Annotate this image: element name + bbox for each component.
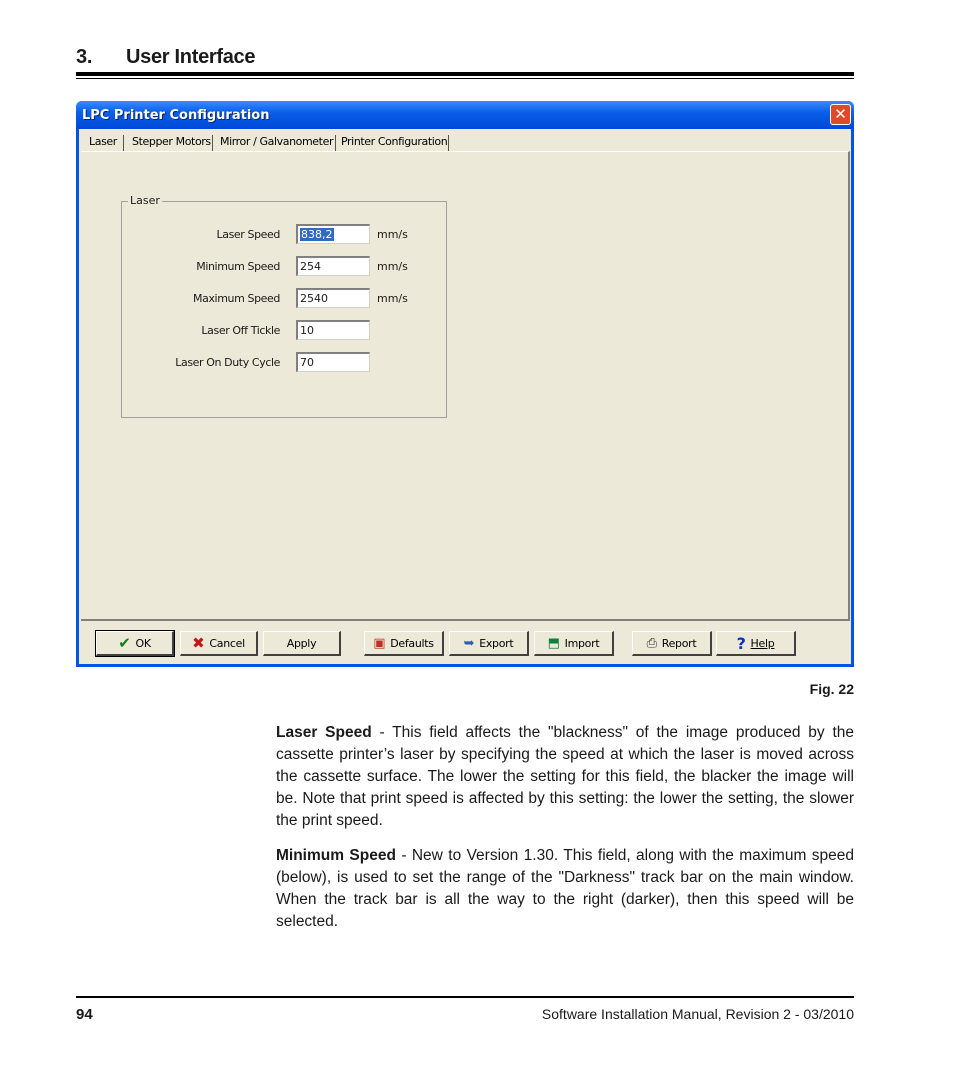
import-button-label: Import — [564, 636, 600, 650]
window-client-area — [79, 129, 851, 664]
export-icon: ➥ — [463, 635, 475, 651]
groupbox-legend: Laser — [130, 194, 160, 207]
import-button[interactable] — [534, 631, 614, 656]
close-icon: ✕ — [834, 105, 847, 123]
laser-on-duty-cycle-input[interactable] — [296, 352, 370, 372]
minimum-speed-unit: mm/s — [377, 260, 408, 273]
maximum-speed-label: Maximum Speed — [193, 292, 280, 305]
check-icon: ✔ — [118, 633, 131, 652]
report-button-label: Report — [661, 636, 697, 650]
laser-off-tickle-value: 10 — [300, 324, 314, 337]
minimum-speed-term: Minimum Speed — [276, 847, 396, 864]
laser-speed-term: Laser Speed — [276, 724, 372, 741]
apply-button[interactable] — [263, 631, 341, 656]
tab-separator — [123, 135, 124, 151]
laser-speed-paragraph — [276, 722, 854, 832]
laser-on-duty-cycle-value: 70 — [300, 356, 314, 369]
section-number: 3. — [76, 46, 93, 68]
help-button-label: Help — [750, 636, 775, 650]
header-rule-thin — [76, 78, 854, 79]
laser-off-tickle-input[interactable] — [296, 320, 370, 340]
maximum-speed-input[interactable] — [296, 288, 370, 308]
lpc-printer-configuration-window — [76, 101, 854, 667]
tab-separator — [335, 135, 336, 151]
laser-off-tickle-label: Laser Off Tickle — [201, 324, 280, 337]
tab-separator — [448, 135, 449, 151]
x-icon: ✖ — [192, 633, 205, 652]
header-rule-thick — [76, 72, 854, 76]
figure-label: Fig. 22 — [809, 681, 854, 697]
cancel-button-label: Cancel — [209, 636, 245, 650]
footer-rule — [76, 996, 854, 998]
defaults-button[interactable] — [364, 631, 444, 656]
section-title: User Interface — [126, 46, 256, 68]
tab-stepper-motors[interactable]: Stepper Motors — [132, 135, 211, 148]
tab-mirror-galvanometer[interactable]: Mirror / Galvanometer — [220, 135, 334, 148]
laser-speed-input[interactable] — [296, 224, 370, 244]
page-number: 94 — [76, 1006, 93, 1023]
report-button[interactable] — [632, 631, 712, 656]
minimum-speed-input[interactable] — [296, 256, 370, 276]
defaults-icon: ▣ — [373, 635, 386, 651]
laser-speed-unit: mm/s — [377, 228, 408, 241]
footer-text: Software Installation Manual, Revision 2 - 03/2010 — [541, 1006, 854, 1022]
laser-speed-description: - This field affects the "blackness" of the image produced by the cassette printer’s laser by specifying the speed at which the laser is moved across the cassette surface. The lower the setting for this field, the blacker the image will be. Note that print speed is affected by this setting: the lower the setting, the slower the print speed. — [276, 724, 855, 829]
window-titlebar[interactable] — [76, 101, 854, 129]
minimum-speed-paragraph — [276, 845, 854, 933]
minimum-speed-value: 254 — [300, 260, 321, 273]
question-icon: ? — [736, 633, 746, 653]
export-button[interactable] — [449, 631, 529, 656]
minimum-speed-description: - New to Version 1.30. This field, along with the maximum speed (below), is used to set the range of the "Darkness" track bar on the main window. When the track bar is all the way to the right (darker), then this speed will be selected. — [276, 847, 854, 930]
tab-separator — [212, 135, 213, 151]
printer-icon: ⎙ — [646, 635, 657, 651]
laser-tab-page — [81, 151, 850, 621]
ok-button-label: OK — [135, 636, 151, 650]
minimum-speed-label: Minimum Speed — [196, 260, 280, 273]
apply-button-label: Apply — [286, 636, 317, 650]
close-button[interactable] — [830, 104, 851, 125]
window-title: LPC Printer Configuration — [82, 108, 270, 123]
ok-button[interactable] — [96, 631, 174, 656]
maximum-speed-unit: mm/s — [377, 292, 408, 305]
maximum-speed-value: 2540 — [300, 292, 328, 305]
export-button-label: Export — [479, 636, 514, 650]
tab-printer-configuration[interactable]: Printer Configuration — [341, 135, 448, 148]
import-icon: ⬒ — [547, 635, 560, 651]
laser-speed-value: 838,2 — [301, 228, 333, 241]
laser-on-duty-cycle-label: Laser On Duty Cycle — [175, 356, 280, 369]
tab-laser[interactable]: Laser — [89, 135, 117, 148]
help-button[interactable] — [716, 631, 796, 656]
cancel-button[interactable] — [180, 631, 258, 656]
laser-speed-label: Laser Speed — [216, 228, 280, 241]
defaults-button-label: Defaults — [390, 636, 434, 650]
